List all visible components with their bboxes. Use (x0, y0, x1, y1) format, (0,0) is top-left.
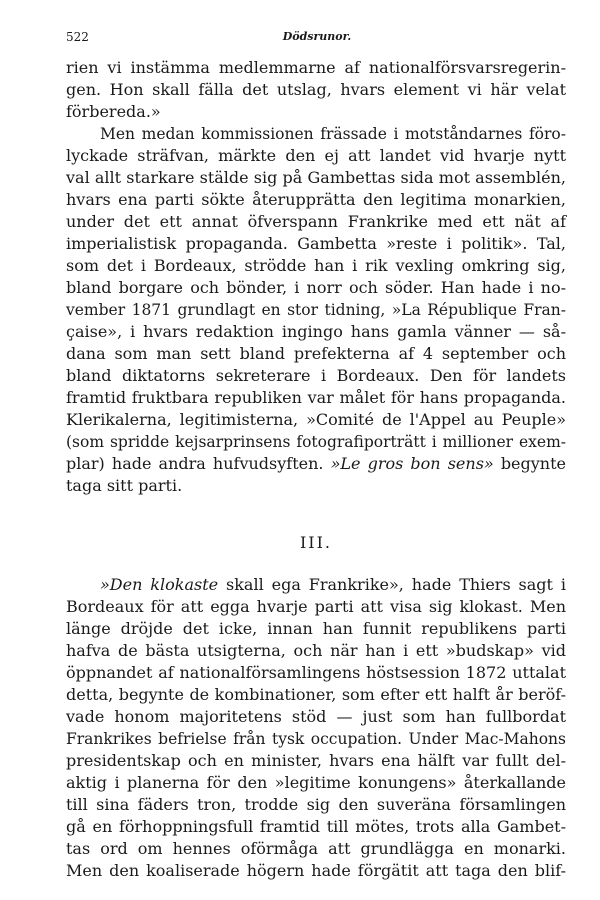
page-header (66, 30, 568, 48)
text-segment: plar) hade andra hufvudsyften. (66, 454, 324, 473)
text-line: dana som man sett bland prefekterna af 4 september och (66, 344, 566, 363)
text-line: vember 1871 grundlagt en stor tidning, »La République Fran- (66, 301, 566, 319)
text-line: val allt starkare stälde sig på Gambettas sida mot assemblén, (66, 168, 566, 187)
running-title: Dödsrunor. (282, 30, 352, 43)
text-line: bland diktatorns sekreterare i Bordeaux. Den för landets (66, 366, 566, 385)
text-line: bland borgare och bönder, i norr och söder. Han hade i no- (66, 278, 566, 297)
italic-quote: »Den klokaste (100, 575, 219, 594)
text-line: hafva de bästa utsigterna, och när han i ett »budskap» vid (66, 641, 566, 660)
text-line: detta, begynte de kombinationer, som efter ett halft år beröf- (66, 685, 566, 704)
text-line: gå en förhoppningsfull framtid till mötes, trots alla Gambet- (66, 817, 566, 836)
text-line: presidentskap och en minister, hvars ena hälft var fullt del- (66, 751, 566, 770)
text-line: hvars ena parti sökte återupprätta den legitima monarkien, (66, 190, 566, 209)
text-line: taga sitt parti. (66, 476, 183, 495)
text-line: öppnandet af nationalförsamlingens höstsession 1872 uttalat (66, 663, 566, 682)
italic-phrase: »Le gros bon sens» (330, 454, 494, 473)
text-line: Men medan kommissionen frässade i motståndarnes föro- (100, 125, 566, 143)
text-line: Bordeaux för att egga hvarje parti att visa sig klokast. Men (66, 597, 566, 616)
page-number: 522 (66, 30, 89, 44)
text-line: lyckade sträfvan, märkte den ej att landet vid hvarje nytt (66, 146, 566, 165)
text-segment: begynte (500, 454, 567, 473)
text-line: Men den koaliserade högern hade förgätit att taga den blif- (66, 861, 566, 880)
text-segment: skall ega Frankrike», hade Thiers sagt i (226, 575, 567, 594)
text-line (100, 574, 566, 596)
text-line: som det i Bordeaux, strödde han i rik vexling omkring sig, (66, 256, 566, 275)
text-line: Frankrikes befrielse från tysk occupation. Under Mac-Mahons (66, 730, 566, 748)
text-line: çaise», i hvars redaktion ingingo hans gamla vänner — så- (66, 322, 566, 341)
text-line: (som spridde kejsarprinsens fotografiporträtt i millioner exem- (66, 433, 566, 451)
text-line (66, 453, 566, 475)
text-line: under det ett annat öfverspann Frankrike med ett nät af (66, 212, 566, 231)
text-line: aktig i planerna för den »legitime konungens» återkallande (66, 773, 566, 792)
section-heading: III. (299, 533, 333, 552)
text-line: framtid fruktbara republiken var målet för hans propaganda. (66, 388, 566, 407)
text-line: till sina fäders tron, trodde sig den suveräna församlingen (66, 795, 566, 814)
text-line: förbereda.» (66, 102, 161, 121)
text-line: imperialistisk propaganda. Gambetta »reste i politik». Tal, (66, 234, 566, 253)
text-line: rien vi instämma medlemmarne af nationalförsvarsregerin- (66, 58, 566, 77)
text-line: gen. Hon skall fälla det utslag, hvars element vi här velat (66, 80, 566, 99)
text-line: Klerikalerna, legitimisterna, »Comité de l'Appel au Peuple» (66, 410, 566, 429)
text-line: länge dröjde det icke, innan han funnit republikens parti (66, 619, 566, 638)
text-line: tas ord om hennes oförmåga att grundlägga en monarki. (66, 839, 566, 858)
text-line: vade honom majoritetens stöd — just som han fullbordat (66, 707, 566, 726)
